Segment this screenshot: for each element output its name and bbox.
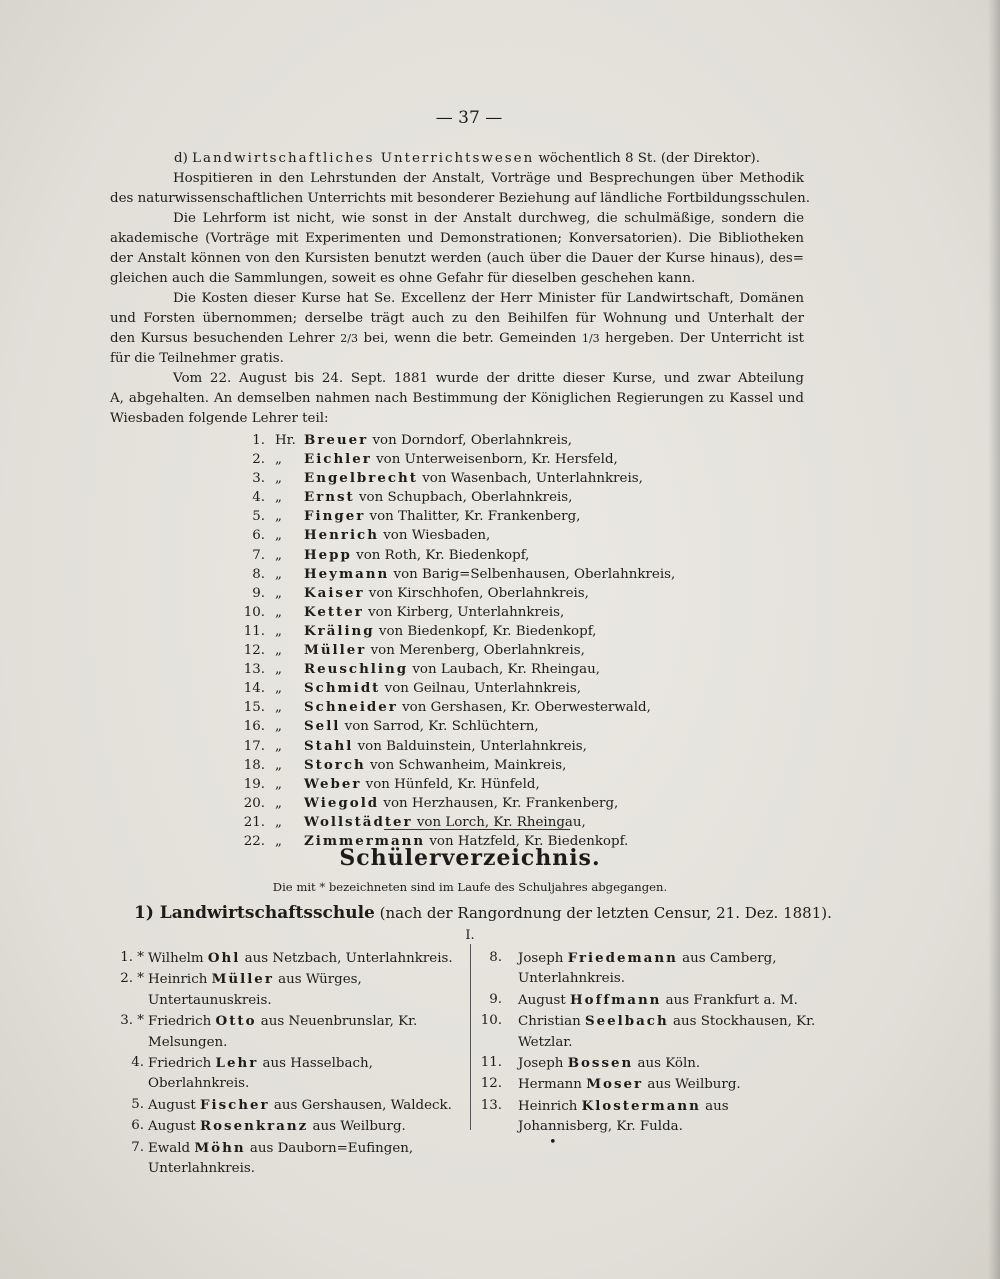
document-page: — 37 — d) Landwirtschaftliches Unterrichtswesen wöchentlich 8 St. (der Direktor). Hospitieren in den Lehrstunden der Anstalt, Vorträge und Besprechungen über Methodik des naturwissenschaftlichen Unterrichts mit besonderer Beziehung auf ländliche Fortbildungsschulen. Die Lehrform ist nicht, wie sonst in der Anstalt durchweg, die schulmäßige, sondern die akademische (Vorträge mit Experimenten und Demonstrationen; Konversatorien). Die Bibliotheken der Anstalt können von den Kursisten benutzt werden (auch über die Dauer der Kurse hinaus), des= gleichen auch die Sammlungen, soweit es ohne Gefahr für dieselben geschehen kann. Die Kosten dieser Kurse hat Se. Excellenz der Herr Minister für Landwirtschaft, Domänen und Forsten übernommen; derselbe trägt auch zu den Beihilfen für Wohnung und Unterhalt der den Kursus besuchenden Lehrer 2/3 bei, wenn die betr. Gemeinden 1/3 hergeben. Der Unterricht ist für die Teilnehmer gratis. Vom 22. August bis 24. Sept. 1881 wurde der dritte dieser Kurse, und zwar Abteilung A, abgehalten. An demselben nahmen nach Bestimmung der Königlichen Regierungen zu Kassel und Wiesbaden folgende Lehrer teil: 1. Hr. Breuer von Dorndorf, Oberlahnkreis, 2. „ Eichler von Unterweisenborn, Kr. Hersfeld, 3. „ Engelbrecht von Wasenbach, Unterlahnkreis, 4. „ Ernst von Schupbach, Oberlahnkreis, 5. „ Finger von Thalitter, Kr. Frankenberg, 6. „ Henrich von Wiesbaden, 7. „ Hepp von Roth, Kr. Biedenkopf, 8. „ Heymann von Barig=Selbenhausen, Oberlahnkreis, 9. „ Kaiser von Kirschhofen, Oberlahnkreis, 10. „ Ketter von Kirberg, Unterlahnkreis, 11. „ Kräling von Biedenkopf, Kr. Biedenkopf, 12. „ Müller von Merenberg, Oberlahnkreis, 13. „ Reuschling von Laubach, Kr. Rheingau, 14. „ Schmidt von Geilnau, Unterlahnkreis, 15. „ Schneider von Gershasen, Kr. Oberwesterwald, 16. „ Sell von Sarrod, Kr. Schlüchtern, 17. „ Stahl von Balduinstein, Unterlahnkreis, 18. „ Storch von Schwanheim, Mainkreis, 19. „ Weber von Hünfeld, Kr. Hünfeld, 20. „ Wiegold von Herzhausen, Kr. Frankenberg, 21. „ Wollstädter von Lorch, Kr. Rheingau, 22. „ Zimmermann von Hatzfeld, Kr. Biedenkopf. Schülerverzeichnis. Die mit * bezeichneten sind im Laufe des Schuljahres abgegangen. 1) Landwirtschaftsschule (nach der Rangordnung der letzten Censur, 21. Dez. 1881). I. 1. * Wilhelm Ohl aus Netzbach, Unterlahnkreis. 2. * Heinrich Müller aus Würges, Untertaunuskreis. 3. * Friedrich Otto aus Neuenbrunslar, Kr. Melsungen. 4. Friedrich Lehr aus Hasselbach, Oberlahnkreis. 5. August Fischer aus Gershausen, Waldeck. 6. August Rosenkranz aus Weilburg. 7. Ewald Möhn aus Dauborn=Eufingen, Unterlahnkreis. 8. Joseph Friedemann aus Camberg, Unterlahnkreis. 9. August Hoffmann aus Frankfurt a. M. 10. Christian Seelbach aus Stockhausen, Kr. Wetzlar. 11. Joseph Bossen aus Köln. 12. Hermann Moser aus Weilburg. 13. Heinrich Klostermann aus Johannisberg, Kr. Fulda. • xyxy=(0,0,1000,1279)
section-d-label: d) xyxy=(174,151,193,166)
paragraph-line: Wiesbaden folgende Lehrer teil: xyxy=(110,411,329,426)
section-divider xyxy=(384,829,570,830)
page-number: — 37 — xyxy=(435,108,503,128)
paragraph-line: und Forsten übernommen; derselbe trägt auch zu den Beihilfen für Wohnung und Unterhalt der xyxy=(110,311,804,326)
section-d-heading xyxy=(174,149,804,169)
list-item: 11. Joseph Bossen aus Köln. xyxy=(480,1055,701,1072)
list-item: 7. Ewald Möhn aus Dauborn=Eufingen, Unterlahnkreis. xyxy=(131,1139,414,1177)
paragraph-line: den Kursus besuchenden Lehrer 2/3 bei, wenn die betr. Gemeinden 1/3 hergeben. Der Unterricht ist xyxy=(110,331,804,346)
list-item: 6. August Rosenkranz aus Weilburg. xyxy=(131,1118,406,1135)
list-item: 3. * Friedrich Otto aus Neuenbrunslar, Kr. Melsungen. xyxy=(120,1013,418,1050)
paragraph-line: akademische (Vorträge mit Experimenten und Demonstrationen; Konversatorien). Die Bibliotheken xyxy=(110,231,804,246)
list-item: 2. * Heinrich Müller aus Würges, Untertaunuskreis. xyxy=(120,971,362,1008)
paragraph-line: Vom 22. August bis 24. Sept. 1881 wurde der dritte dieser Kurse, und zwar Abteilung xyxy=(173,371,804,386)
paragraph-line: Die Kosten dieser Kurse hat Se. Excellenz der Herr Minister für Landwirtschaft, Domänen xyxy=(173,291,804,306)
section-title: Landwirtschaftsschule xyxy=(159,903,375,923)
paragraph-line: Die Lehrform ist nicht, wie sonst in der Anstalt durchweg, die schulmäßige, sondern die xyxy=(173,211,804,226)
column-divider xyxy=(470,944,471,1130)
paragraph-line: für die Teilnehmer gratis. xyxy=(110,351,284,366)
list-item: 4. Friedrich Lehr aus Hasselbach, Oberlahnkreis. xyxy=(131,1055,373,1092)
section-d-rest: wöchentlich 8 St. (der Direktor). xyxy=(534,151,760,166)
list-item: 9. August Hoffmann aus Frankfurt a. M. xyxy=(489,991,798,1008)
fraction: 1/3 xyxy=(581,332,600,345)
footer-mark: • xyxy=(549,1135,557,1150)
list-item: 5. August Fischer aus Gershausen, Waldeck. xyxy=(131,1096,452,1113)
paragraph-line: Hospitieren in den Lehrstunden der Anstalt, Vorträge und Besprechungen über Methodik xyxy=(173,171,804,186)
fraction: 2/3 xyxy=(340,332,358,345)
paragraph-line: der Anstalt können von den Kursisten benutzt werden (auch über die Dauer der Kurse hinaus), des= xyxy=(110,251,804,266)
paragraph-line: des naturwissenschaftlichen Unterrichts mit besonderer Beziehung auf ländliche Fortbildungsschulen. xyxy=(110,191,810,206)
list-item: 12. Hermann Moser aus Weilburg. xyxy=(480,1076,741,1093)
paragraph-line: A, abgehalten. An demselben nahmen nach Bestimmung der Königlichen Regierungen zu Kassel und xyxy=(110,391,804,406)
list-item: 1. * Wilhelm Ohl aus Netzbach, Unterlahnkreis. xyxy=(120,950,453,966)
page-edge-shadow xyxy=(988,0,1000,1279)
section-heading: 1) Landwirtschaftsschule (nach der Rangordnung der letzten Censur, 21. Dez. 1881). xyxy=(134,903,832,923)
list-item: 10. Christian Seelbach aus Stockhausen, Kr. Wetzlar. xyxy=(480,1013,816,1050)
student-list-right xyxy=(474,948,820,1138)
register-title: Schülerverzeichnis. xyxy=(339,845,601,871)
student-list-left xyxy=(104,948,458,1179)
list-item: 13. Heinrich Klostermann aus Johannisberg, Kr. Fulda. xyxy=(480,1097,729,1135)
register-note: Die mit * bezeichneten sind im Laufe des Schuljahres abgegangen. xyxy=(272,880,668,894)
class-label: I. xyxy=(465,928,475,943)
list-item: 8. Joseph Friedemann aus Camberg, Unterlahnkreis. xyxy=(489,950,777,987)
paragraph-line: gleichen auch die Sammlungen, soweit es ohne Gefahr für dieselben geschehen kann. xyxy=(110,271,696,286)
section-d-title: Landwirtschaftliches Unterrichtswesen xyxy=(192,151,535,166)
